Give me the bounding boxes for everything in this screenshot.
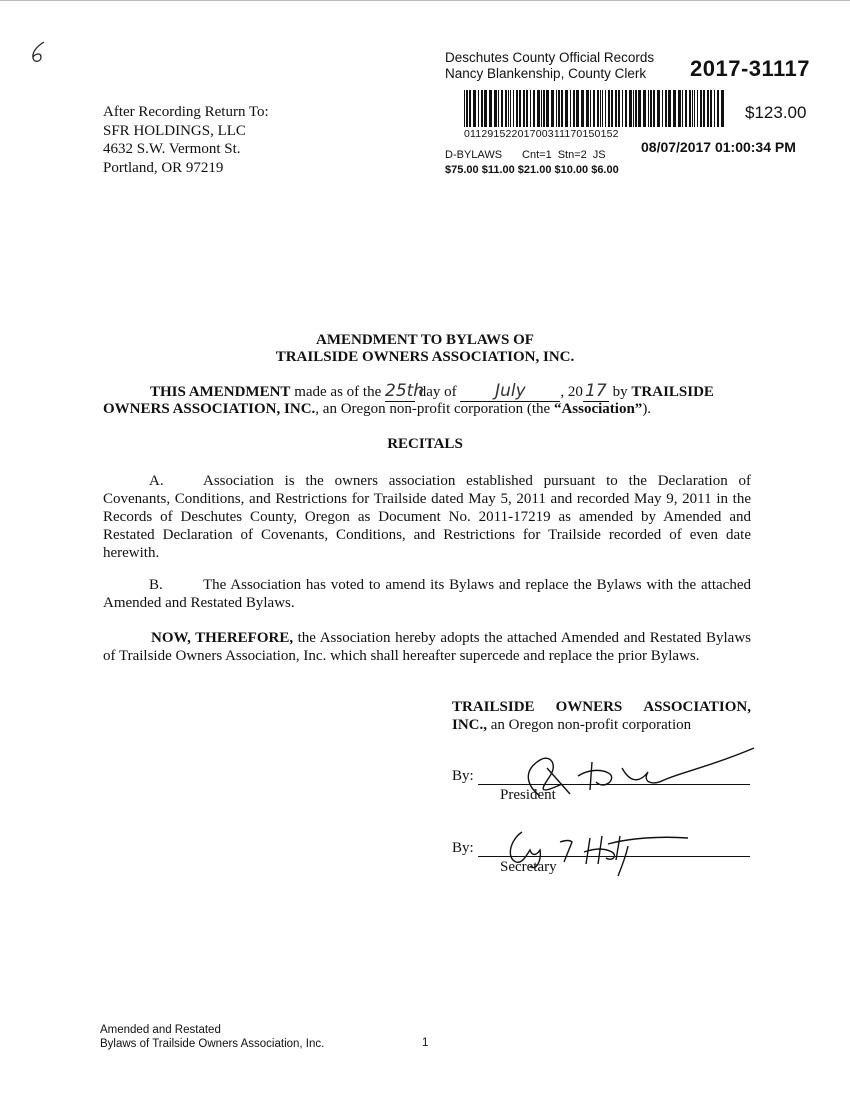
handwritten-year: 17	[585, 381, 607, 401]
recording-office-line2: Nancy Blankenship, County Clerk	[445, 66, 647, 81]
barcode-bar	[668, 90, 671, 127]
recording-doc-type-row	[445, 149, 626, 161]
recording-document-number: 2017-31117	[690, 56, 811, 81]
barcode-bar	[513, 90, 514, 127]
doc-station: Stn=2	[557, 149, 587, 161]
page-footer	[100, 1023, 324, 1051]
barcode-bar	[551, 90, 554, 127]
intro-lead: THIS AMENDMENT	[150, 384, 291, 400]
barcode-bar	[665, 90, 667, 127]
barcode-bar	[556, 90, 557, 127]
barcode-bar	[600, 90, 601, 127]
return-name: SFR HOLDINGS, LLC	[103, 122, 246, 139]
barcode-bar	[622, 90, 623, 127]
barcode-bar	[682, 90, 683, 127]
recitals-heading: RECITALS	[387, 436, 463, 452]
doc-type: D-BYLAWS	[445, 149, 503, 161]
barcode-bar	[494, 90, 497, 127]
clerk-initials: JS	[592, 149, 606, 161]
barcode-bar	[510, 90, 511, 127]
barcode-bar	[581, 90, 584, 127]
barcode-bar	[685, 90, 687, 127]
footer-line1: Amended and Restated	[100, 1024, 221, 1036]
entity-word-1: TRAILSIDE	[452, 699, 535, 715]
barcode-bar	[648, 90, 649, 127]
page-number: 1	[422, 1037, 429, 1049]
intro-text-made: made as of the	[290, 384, 385, 400]
now-therefore-paragraph	[103, 629, 751, 665]
barcode-bar	[541, 90, 542, 127]
barcode-bar	[694, 90, 695, 127]
return-address-block	[103, 103, 269, 177]
barcode-bar	[615, 90, 617, 127]
intro-defined-term: “Association”	[553, 401, 643, 417]
barcode-bar	[714, 90, 715, 127]
barcode-bar	[689, 90, 691, 127]
barcode-bar	[505, 90, 507, 127]
barcode-bar	[692, 90, 693, 127]
barcode-bar	[633, 90, 634, 127]
barcode-bar	[530, 90, 531, 127]
barcode-bar	[650, 90, 652, 127]
footer-line2: Bylaws of Trailside Owners Association, Inc.	[100, 1038, 325, 1050]
barcode-bar	[565, 90, 568, 127]
barcode-bar	[643, 90, 646, 127]
barcode-bar	[473, 90, 476, 127]
intro-entity-1: TRAILSIDE	[631, 384, 714, 400]
entity-word-2: OWNERS	[555, 699, 623, 715]
barcode-bar	[481, 90, 483, 127]
recording-office-line1: Deschutes County Official Records	[445, 50, 655, 65]
barcode-bar	[498, 90, 499, 127]
barcode-bar	[466, 90, 468, 127]
recital-b-text: The Association has voted to amend its Bylaws and replace the Bylaws with the attached Amended and Restated Bylaws.	[103, 577, 751, 611]
barcode-bar	[590, 90, 591, 127]
role-secretary: Secretary	[500, 859, 557, 875]
barcode-bar	[523, 90, 525, 127]
entity-inc: INC.,	[452, 717, 488, 733]
barcode-bar	[526, 90, 528, 127]
intro-text-end: ).	[642, 401, 652, 417]
barcode-bar	[533, 90, 535, 127]
barcode-bar	[608, 90, 610, 127]
barcode-bar	[501, 90, 503, 127]
barcode-bar	[635, 90, 637, 127]
intro-text-by: by	[608, 384, 632, 400]
barcode-bar	[558, 90, 560, 127]
secretary-signature-image	[500, 826, 690, 881]
document-title-line1: AMENDMENT TO BYLAWS OF	[316, 332, 534, 348]
handwritten-day: 25th	[385, 381, 425, 401]
handwritten-month: July	[495, 381, 526, 401]
barcode-bar	[519, 90, 521, 127]
signature-entity	[452, 698, 751, 734]
barcode-bar	[697, 90, 698, 127]
now-therefore-text: the Association hereby adopts the attached Amended and Restated Bylaws of Trailside Owners Association, Inc. which shall hereafter supercede and replace the prior Bylaws.	[103, 630, 751, 664]
barcode-bar	[543, 90, 545, 127]
recording-barcode	[464, 90, 724, 127]
barcode-bar	[625, 90, 627, 127]
barcode-bar	[678, 90, 681, 127]
recital-a-label: A.	[149, 473, 164, 489]
entity-description: an Oregon non-profit corporation	[487, 717, 692, 733]
barcode-bar	[561, 90, 563, 127]
barcode-bar	[618, 90, 620, 127]
return-street: 4632 S.W. Vermont St.	[103, 141, 241, 157]
signature-secretary	[452, 840, 752, 880]
barcode-bar	[638, 90, 641, 127]
barcode-bar	[629, 90, 632, 127]
barcode-bar	[516, 90, 518, 127]
barcode-bar	[586, 90, 589, 127]
document-title-line2: TRAILSIDE OWNERS ASSOCIATION, INC.	[275, 349, 575, 365]
return-heading: After Recording Return To:	[103, 104, 269, 120]
barcode-bar	[700, 90, 702, 127]
barcode-bar	[573, 90, 575, 127]
barcode-bar	[707, 90, 709, 127]
handwritten-mark	[24, 38, 54, 73]
entity-word-3: ASSOCIATION,	[643, 699, 751, 715]
president-signature-image	[492, 746, 757, 801]
intro-text-desc: , an Oregon non-profit corporation (the	[315, 401, 554, 417]
barcode-bar	[611, 90, 613, 127]
barcode-bar	[469, 90, 471, 127]
recital-a-text: Association is the owners association established pursuant to the Declaration of Covenants, Conditions, and Restrictions for Trailside dated May 5, 2011 and recorded May 9, 2011 in the Records of Deschutes County, Oregon as Document No. 2011-17219 as amended by Amended and Restated Declaration of Covenants, Conditions, and Restrictions for Trailside recorded of even date herewith.	[103, 473, 751, 561]
barcode-bar	[508, 90, 509, 127]
barcode-bar	[597, 90, 599, 127]
barcode-bar	[537, 90, 540, 127]
barcode-bar	[484, 90, 487, 127]
recital-a	[103, 472, 751, 562]
role-president: President	[500, 787, 556, 803]
intro-line-1	[150, 381, 714, 402]
barcode-bar	[570, 90, 571, 127]
barcode-bar	[653, 90, 655, 127]
barcode-number: 01129152201700311170150152	[464, 128, 619, 140]
barcode-bar	[489, 90, 492, 127]
recording-datetime: 08/07/2017 01:00:34 PM	[641, 139, 796, 155]
recording-fee-total: $123.00	[745, 103, 807, 122]
barcode-bar	[593, 90, 595, 127]
intro-line-2	[103, 401, 651, 418]
barcode-bar	[673, 90, 676, 127]
intro-text-year: , 20	[560, 384, 583, 400]
barcode-bar	[546, 90, 549, 127]
barcode-bar	[710, 90, 712, 127]
barcode-bar	[662, 90, 663, 127]
barcode-bar	[478, 90, 479, 127]
return-city: Portland, OR 97219	[103, 159, 224, 176]
barcode-bar	[464, 90, 465, 127]
recital-b-label: B.	[149, 577, 163, 593]
recital-b	[103, 576, 751, 612]
barcode-bar	[717, 90, 719, 127]
recording-fees: $75.00 $11.00 $21.00 $10.00 $6.00	[445, 164, 619, 176]
page-top-edge	[0, 0, 850, 1]
signature-president	[452, 768, 752, 808]
barcode-bar	[703, 90, 705, 127]
barcode-bar	[605, 90, 606, 127]
barcode-bar	[657, 90, 660, 127]
doc-count: Cnt=1	[522, 149, 552, 161]
barcode-bar	[721, 90, 724, 127]
by-label-secretary: By:	[452, 840, 474, 856]
now-therefore-lead: NOW, THEREFORE,	[151, 630, 294, 646]
intro-entity-2: OWNERS ASSOCIATION, INC.	[103, 401, 316, 417]
barcode-bar	[576, 90, 579, 127]
barcode-bar	[602, 90, 603, 127]
by-label-president: By:	[452, 768, 474, 784]
intro-text-day-of: day of	[415, 384, 461, 400]
recording-office	[445, 50, 654, 82]
